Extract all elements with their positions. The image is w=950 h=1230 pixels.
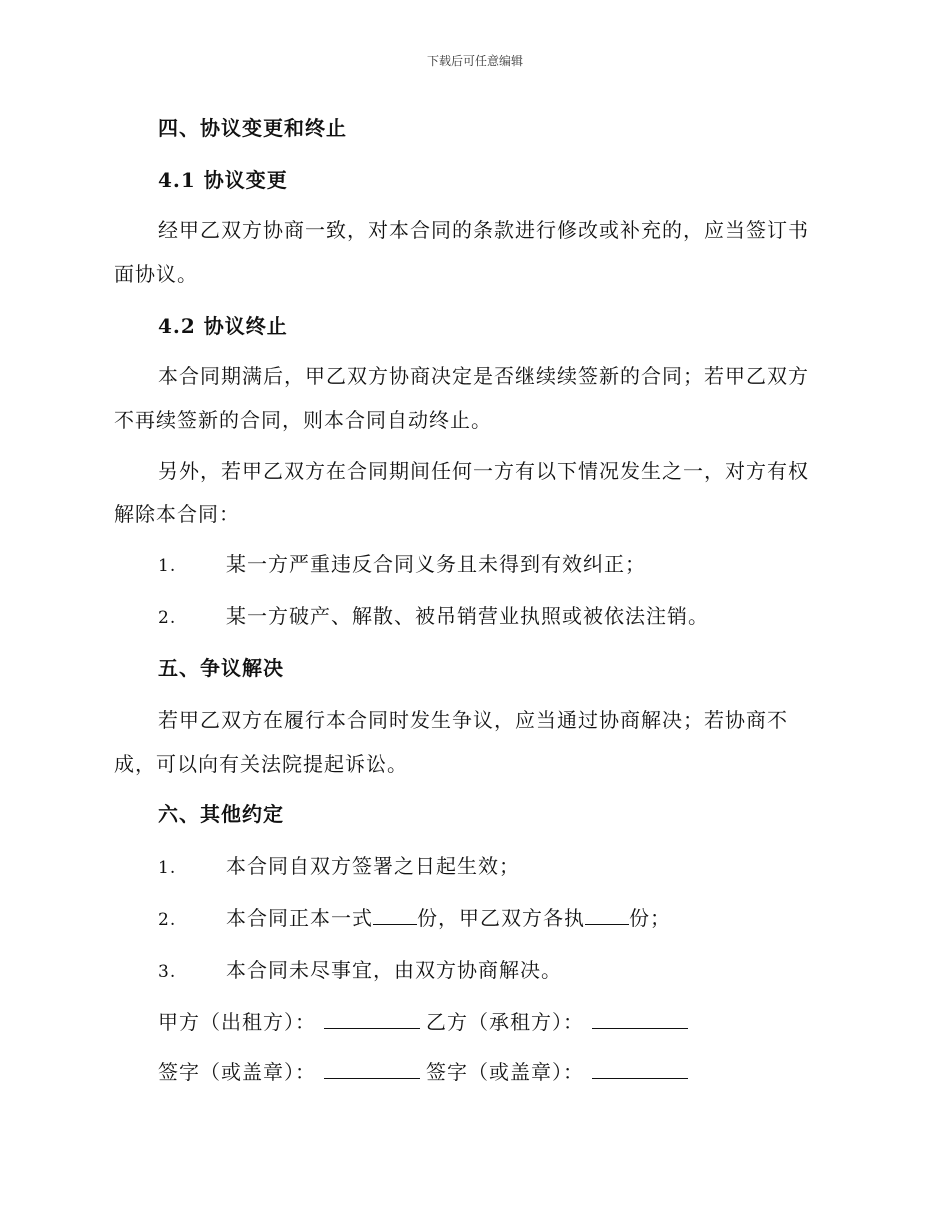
- paragraph-4-1-line1: 经甲乙双方协商一致，对本合同的条款进行修改或补充的，应当签订书: [158, 218, 809, 242]
- paragraph-4-1-line2: 面协议。: [114, 262, 198, 286]
- list-item-number: 1.: [158, 858, 177, 878]
- party-line: [158, 1008, 694, 1036]
- paragraph-5-line1: 若甲乙双方在履行本合同时发生争议，应当通过协商解决；若协商不: [158, 708, 788, 732]
- sign-b-label: 签字（或盖章）：: [426, 1060, 584, 1084]
- list-item: [158, 956, 562, 986]
- list-item-number: 3.: [158, 962, 177, 982]
- page-header: 下载后可任意编辑: [426, 54, 523, 68]
- list-item-text: 本合同未尽事宜，由双方协商解决。: [226, 958, 562, 982]
- paragraph-5-line2: 成，可以向有关法院提起诉讼。: [114, 752, 408, 776]
- list-item-text: 本合同自双方签署之日起生效；: [226, 854, 520, 878]
- party-b-label: 乙方（承租方）：: [426, 1010, 584, 1034]
- list-item: [158, 602, 709, 632]
- paragraph-4-2b-line2: 解除本合同：: [114, 502, 240, 526]
- party-a-blank: [324, 1010, 420, 1029]
- section-4-title: 四、协议变更和终止: [158, 116, 347, 140]
- sign-a-label: 签字（或盖章）：: [158, 1060, 316, 1084]
- copies-blank: [373, 906, 417, 925]
- paragraph-4-2-line1: 本合同期满后，甲乙双方协商决定是否继续续签新的合同；若甲乙双方: [158, 364, 809, 388]
- section-4-2-title: 4.2 协议终止: [158, 314, 288, 338]
- list-item-text: 某一方严重违反合同义务且未得到有效纠正；: [226, 552, 646, 576]
- section-5-title: 五、争议解决: [158, 656, 284, 680]
- paragraph-4-2b-line1: 另外，若甲乙双方在合同期间任何一方有以下情况发生之一，对方有权: [158, 459, 809, 483]
- list-item-number: 2.: [158, 608, 177, 628]
- party-a-label: 甲方（出租方）：: [158, 1010, 316, 1034]
- list-item: [158, 550, 646, 580]
- list-item: [158, 904, 671, 934]
- sign-a-blank: [324, 1060, 420, 1079]
- section-6-title: 六、其他约定: [158, 802, 284, 826]
- signature-line: [158, 1058, 694, 1086]
- party-b-blank: [592, 1010, 688, 1029]
- list-item-text: 本合同正本一式: [226, 906, 373, 930]
- copies-each-blank: [585, 906, 629, 925]
- list-item: [158, 852, 520, 882]
- list-item-number: 2.: [158, 910, 177, 930]
- list-item-text: 某一方破产、解散、被吊销营业执照或被依法注销。: [226, 604, 709, 628]
- paragraph-4-2-line2: 不再续签新的合同，则本合同自动终止。: [114, 408, 492, 432]
- sign-b-blank: [592, 1060, 688, 1079]
- list-item-text: 份；: [629, 906, 671, 930]
- list-item-number: 1.: [158, 556, 177, 576]
- section-4-1-title: 4.1 协议变更: [158, 168, 288, 192]
- list-item-text: 份，甲乙双方各执: [417, 906, 585, 930]
